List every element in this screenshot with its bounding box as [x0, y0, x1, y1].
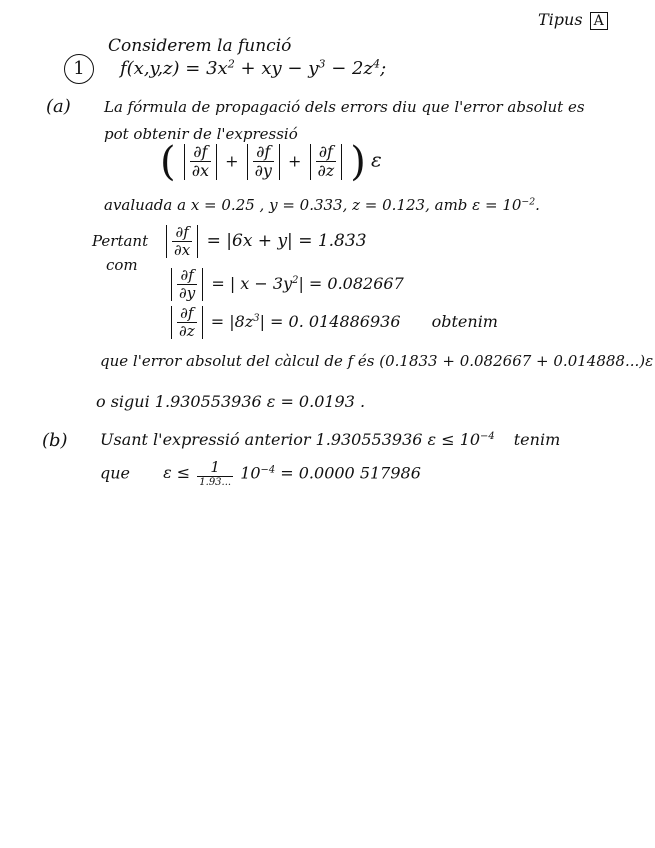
abs-df-dy [247, 144, 280, 179]
propagation-expression [160, 139, 382, 185]
abs-df-dz [310, 144, 343, 179]
dz-expression: = |8z [210, 312, 254, 332]
plus-sign: + [225, 151, 239, 171]
tipus-text: Tipus [538, 10, 583, 29]
problem-number: 1 [64, 54, 94, 84]
frac-den: ∂x [174, 240, 191, 259]
frac-num: ∂f [177, 306, 197, 323]
frac-one-over [197, 460, 233, 488]
eval-eps: ε = 10 [472, 196, 522, 214]
frac-num: ∂f [316, 144, 337, 162]
frac-den: ∂y [179, 283, 196, 302]
dz-exp: 3 [253, 313, 260, 325]
frac-df-dx [190, 144, 211, 179]
eval-values: x = 0.25 , y = 0.333, z = 0.123, amb [190, 196, 468, 214]
tipus-box: A [590, 12, 608, 30]
abs-df-dx-2 [166, 225, 198, 258]
obtenim-label: obtenim [431, 312, 498, 332]
epsilon: ε [371, 147, 382, 172]
abs-df-dy-2 [171, 268, 203, 301]
osigui-line: o sigui 1.930553936 ε = 0.0193 . [96, 392, 366, 411]
deriv-x-line [163, 225, 367, 258]
tenim-label: tenim [513, 430, 561, 449]
pertant-label: Pertant [92, 232, 149, 250]
frac-num: ∂f [172, 225, 192, 242]
function-exp-4: 4 [372, 57, 381, 71]
dy-expression-end: | = 0.082667 [298, 274, 404, 294]
function-lhs: f(x,y,z) = [120, 58, 201, 79]
eval-exp: −2 [521, 196, 536, 208]
que-line: que l'error absolut del càlcul de f és (0.1833 + 0.082667 + 0.014888...)ε [100, 352, 654, 370]
frac-den: ∂y [254, 161, 272, 181]
eval-prefix: avaluada a [104, 196, 187, 214]
que-label: que [100, 463, 131, 483]
frac-num: ∂f [177, 268, 197, 285]
eval-end: . [535, 196, 540, 214]
frac-df-dz [316, 144, 337, 179]
function-end: ; [380, 58, 387, 79]
frac-den: ∂z [317, 161, 335, 181]
part-b-line1 [100, 430, 560, 449]
dx-expression: = |6x + y| = 1.833 [206, 231, 367, 252]
frac-df-dz-2 [177, 306, 197, 339]
dy-exp: 2 [292, 275, 299, 287]
tipus-label [538, 10, 608, 30]
ten-label: 10 [240, 463, 261, 483]
abs-df-dx [184, 144, 217, 179]
dy-expression: = | x − 3y [211, 274, 293, 294]
ten-exp: −4 [260, 464, 276, 476]
part-a-label: (a) [46, 96, 71, 117]
abs-df-dz-2 [171, 306, 203, 339]
frac-den: 1.93... [199, 476, 232, 488]
right-paren: ) [350, 139, 366, 185]
frac-df-dy-2 [177, 268, 197, 301]
frac-num: ∂f [190, 144, 211, 162]
function-rhs-c: − 2z [325, 58, 373, 79]
frac-den: ∂z [179, 321, 195, 340]
frac-num: 1 [197, 460, 233, 477]
left-paren: ( [160, 139, 176, 185]
function-rhs-b: + xy − y [234, 58, 319, 79]
function-rhs-a: 3x [206, 58, 228, 79]
result-label: = 0.0000 517986 [280, 463, 421, 483]
com-label: com [106, 256, 138, 274]
part-b-text: Usant l'expressió anterior 1.930553936 ε ≤ 10 [100, 430, 481, 449]
ineq-label: ε ≤ [163, 463, 191, 483]
part-a-line1: La fórmula de propagació dels errors diu que l'error absolut es [104, 98, 585, 116]
part-b-label: (b) [42, 430, 68, 451]
intro-line: Considerem la funció [108, 36, 292, 56]
plus-sign: + [288, 151, 302, 171]
frac-df-dy [253, 144, 274, 179]
function-exp-3: 3 [318, 57, 326, 71]
part-b-line2 [100, 460, 421, 488]
frac-den: ∂x [191, 161, 209, 181]
function-line [120, 58, 386, 79]
deriv-z-line [168, 306, 498, 339]
dz-expression-end: | = 0. 014886936 [259, 312, 401, 332]
deriv-y-line [168, 268, 404, 301]
part-a-line2: pot obtenir de l'expressió [104, 125, 298, 143]
function-exp-2: 2 [227, 57, 235, 71]
frac-num: ∂f [253, 144, 274, 162]
evaluated-line [104, 196, 540, 214]
frac-df-dx-2 [172, 225, 192, 258]
part-b-exp: −4 [480, 431, 495, 443]
